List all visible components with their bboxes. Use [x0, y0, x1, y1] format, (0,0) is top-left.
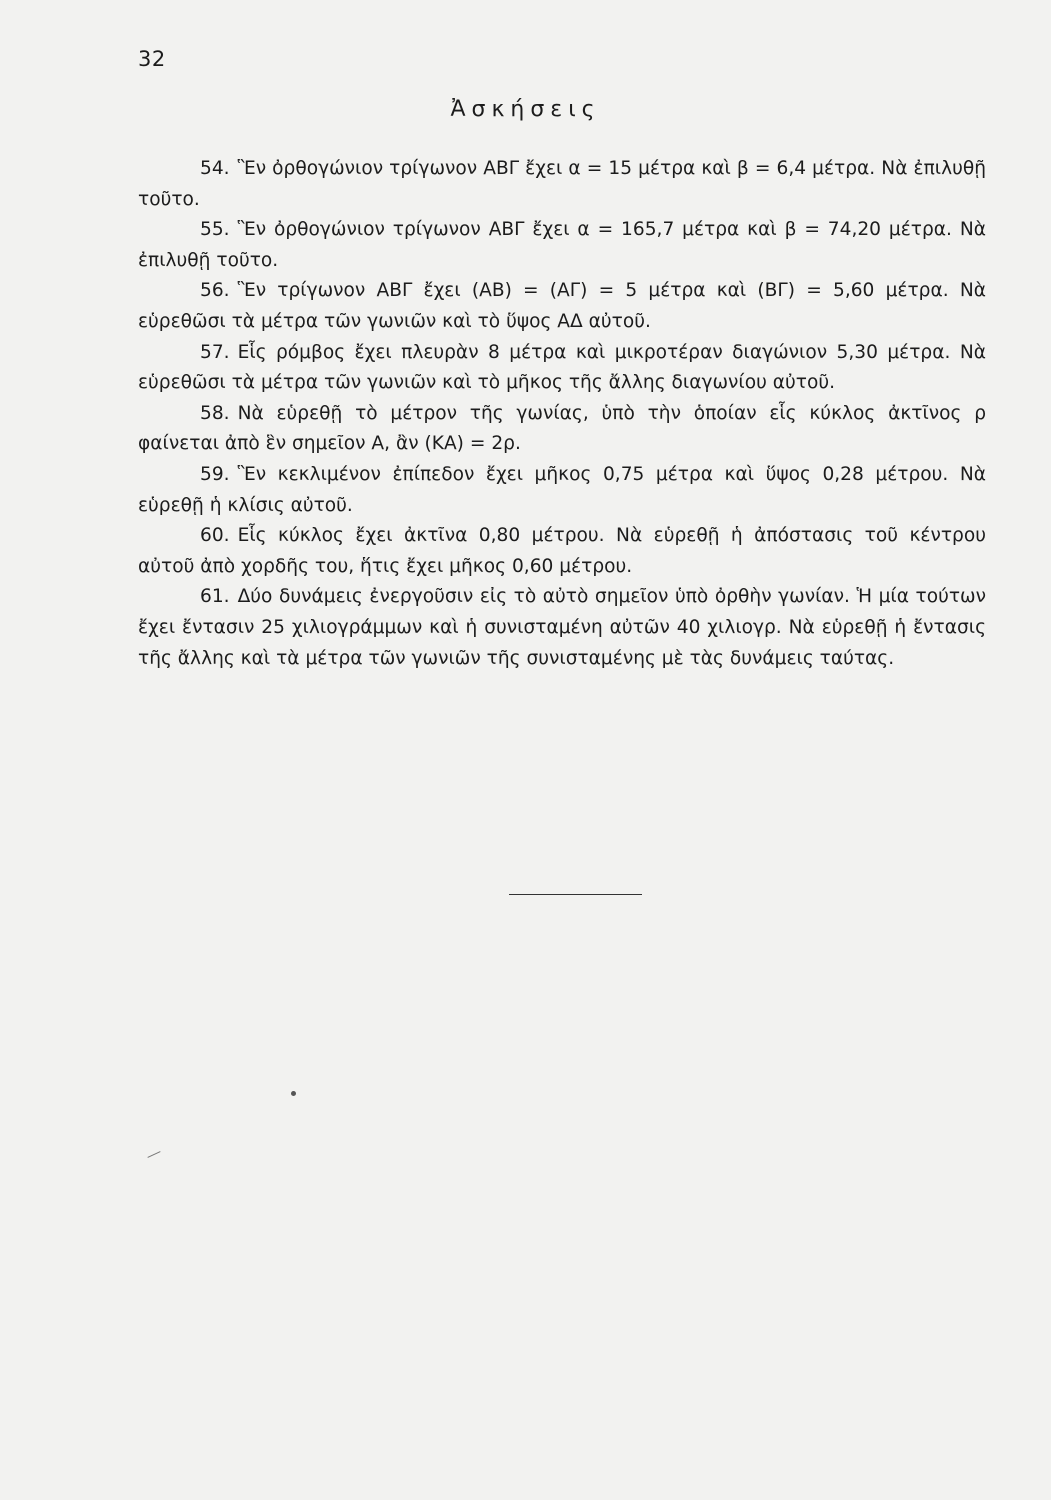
exercise-item: [138, 215, 986, 276]
exercise-item: [138, 338, 986, 399]
exercise-text: Εἷς ρόμβος ἔχει πλευρὰν 8 μέτρα καὶ μικροτέραν διαγώνιον 5,30 μέτρα. Νὰ εὑρεθῶσι τὰ μέτρα τῶν γωνιῶν καὶ τὸ μῆκος τῆς ἄλλης διαγωνίου αὐτοῦ.: [138, 341, 986, 394]
exercise-number: 55.: [200, 219, 230, 241]
exercise-item: [138, 521, 986, 582]
section-end-rule: [509, 894, 642, 895]
ink-speck: [291, 1091, 296, 1096]
exercise-text: Ἓν τρίγωνον ΑΒΓ ἔχει (ΑΒ) = (ΑΓ) = 5 μέτρα καὶ (ΒΓ) = 5,60 μέτρα. Νὰ εὑρεθῶσι τὰ μέτρα τῶν γωνιῶν καὶ τὸ ὕψος ΑΔ αὐτοῦ.: [138, 280, 986, 332]
exercise-number: 59.: [200, 463, 230, 485]
exercise-number: 60.: [200, 525, 230, 547]
exercise-number: 61.: [200, 586, 230, 608]
exercise-item: [138, 154, 986, 215]
exercise-item: [138, 460, 986, 521]
exercise-number: 56.: [200, 280, 230, 302]
page-number: 32: [138, 47, 166, 71]
exercise-text: Ἓν ὀρθογώνιον τρίγωνον ΑΒΓ ἔχει α = 165,7 μέτρα καὶ β = 74,20 μέτρα. Νὰ ἐπιλυθῇ τοῦτο.: [138, 219, 986, 271]
ink-mark: [147, 1151, 160, 1158]
exercise-list: [138, 154, 986, 674]
exercise-number: 58.: [200, 402, 230, 424]
exercise-text: Νὰ εὑρεθῇ τὸ μέτρον τῆς γωνίας, ὑπὸ τὴν ὁποίαν εἷς κύκλος ἀκτῖνος ρ φαίνεται ἀπὸ ἓν σημεῖον Α, ἂν (ΚΑ) = 2ρ.: [138, 402, 986, 455]
exercise-number: 54.: [200, 158, 230, 179]
exercise-item: [138, 276, 986, 337]
exercise-item: [138, 582, 986, 674]
section-heading: Ἀσκήσεις: [450, 97, 601, 122]
exercise-text: Εἷς κύκλος ἔχει ἀκτῖνα 0,80 μέτρου. Νὰ εὑρεθῇ ἡ ἀπόστασις τοῦ κέντρου αὐτοῦ ἀπὸ χορδῆς του, ἥτις ἔχει μῆκος 0,60 μέτρου.: [138, 525, 986, 577]
exercise-number: 57.: [200, 341, 230, 363]
exercise-text: Ἓν ὀρθογώνιον τρίγωνον ΑΒΓ ἔχει α = 15 μέτρα καὶ β = 6,4 μέτρα. Νὰ ἐπιλυθῇ τοῦτο.: [138, 158, 986, 210]
exercise-item: [138, 399, 986, 460]
exercise-text: Ἓν κεκλιμένον ἐπίπεδον ἔχει μῆκος 0,75 μέτρα καὶ ὕψος 0,28 μέτρου. Νὰ εὑρεθῇ ἡ κλίσις αὐτοῦ.: [138, 463, 986, 516]
exercise-text: Δύο δυνάμεις ἐνεργοῦσιν εἰς τὸ αὐτὸ σημεῖον ὑπὸ ὀρθὴν γωνίαν. Ἡ μία τούτων ἔχει ἔντασιν 25 χιλιογράμμων καὶ ἡ συνισταμένη αὐτῶν 40 χιλιογρ. Νὰ εὑρεθῇ ἡ ἔντασις τῆς ἄλλης καὶ τὰ μέτρα τῶν γωνιῶν τῆς συνισταμένης μὲ τὰς δυνάμεις ταύτας.: [138, 586, 986, 669]
